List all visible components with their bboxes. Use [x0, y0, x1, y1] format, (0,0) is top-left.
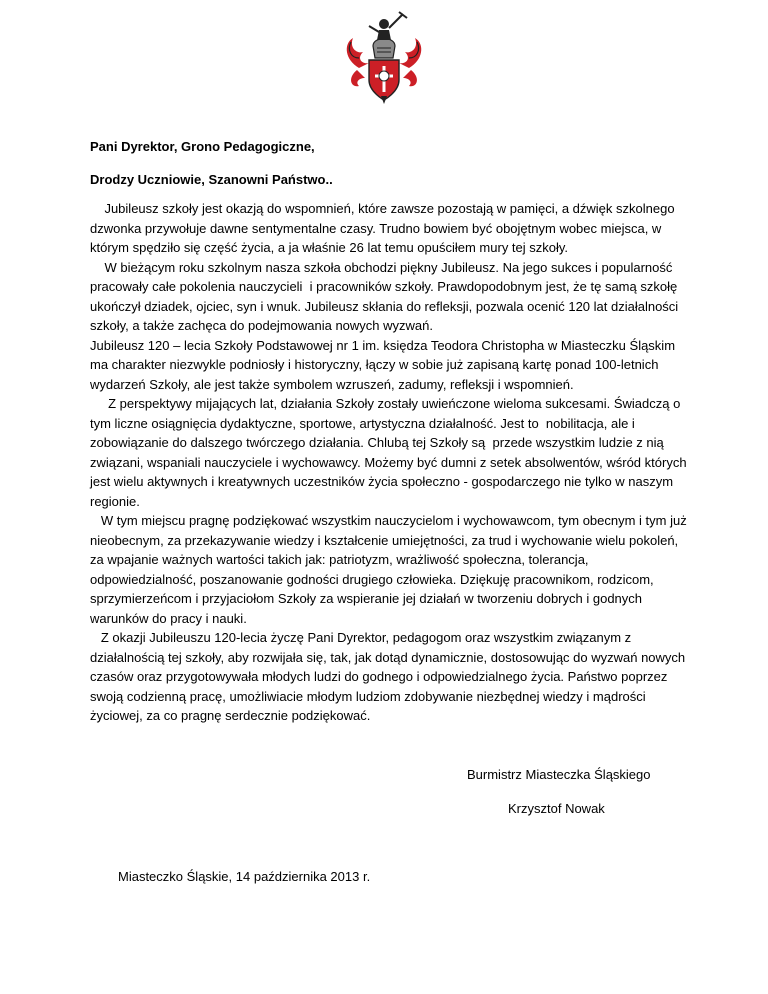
- coat-of-arms-icon: [337, 8, 431, 108]
- salutation-line-1: Pani Dyrektor, Grono Pedagogiczne,: [90, 139, 315, 154]
- paragraph: Z okazji Jubileuszu 120-lecia życzę Pani Dyrektor, pedagogom oraz wszystkim związanym z działalnością tej szkoły, aby rozwijała się, tak, jak dotąd dynamicznie, dostosowując do wyzwań nowych czasów oraz przygotowywała młodych ludzi do godnego i odpowiedzialnego życia. Państwo poprzez swoją codzienną pracę, umożliwiacie młodym ludziom zdobywanie niezbędnej wiedzy i mądrości życiowej, za co pragnę serdecznie podziękować.: [90, 630, 689, 723]
- paragraph: Jubileusz 120 – lecia Szkoły Podstawowej nr 1 im. księdza Teodora Christopha w Miasteczku Śląskim ma charakter niezwykle podniosły i historyczny, łączy w sobie już zapisaną kartę ponad 100-letnich wydarzeń Szkoły, ale jest także symbolem wzruszeń, zadumy, refleksji i wspomnień.: [90, 337, 679, 392]
- letter-body: [90, 199, 690, 726]
- signature-title: Burmistrz Miasteczka Śląskiego: [467, 767, 651, 782]
- paragraph: Z perspektywy mijających lat, działania Szkoły zostały uwieńczone wieloma sukcesami. Świadczą o tym liczne osiągnięcia dydaktyczne, sportowe, artystyczna działalność. Jest to nobilitacja, ale i zobowiązanie do dalszego twórczego działania. Chlubą tej Szkoły są przede wszystkim ludzie z nią związani, wspaniali nauczyciele i wychowawcy. Możemy być dumni z setek absolwentów, wśród których jest wielu aktywnych i kreatywnych uczestników życia społeczno - gospodarczego nie tylko w naszym regionie.: [90, 396, 691, 509]
- signature-name: Krzysztof Nowak: [508, 801, 605, 816]
- salutation-line-2: Drodzy Uczniowie, Szanowni Państwo..: [90, 172, 333, 187]
- paragraph: W bieżącym roku szkolnym nasza szkoła obchodzi piękny Jubileusz. Na jego sukces i popularność pracowały całe pokolenia nauczycieli i pracowników szkoły. Prawdopodobnym jest, że tę samą szkołę ukończył dziadek, ojciec, syn i wnuk. Jubileusz skłania do refleksji, pozwala ocenić 120 lat działalności szkoły, a także zachęca do podejmowania nowych wyzwań.: [90, 259, 682, 333]
- paragraph: W tym miejscu pragnę podziękować wszystkim nauczycielom i wychowawcom, tym obecnym i tym już nieobecnym, za przekazywanie wiedzy i kształcenie umiejętności, za trud i wychowanie wielu pokoleń, za wpajanie ważnych wartości takich jak: patriotyzm, wrażliwość społeczna, tolerancja, odpowiedzialność, poszanowanie godności drugiego człowieka. Dziękuję pracownikom, rodzicom, sprzymierzeńcom i przyjaciołom Szkoły za wspieranie jej działań w tworzeniu dobrych i godnych warunków do pracy i nauki.: [90, 513, 691, 626]
- place-and-date: Miasteczko Śląskie, 14 października 2013 r.: [118, 869, 371, 884]
- paragraph: Jubileusz szkoły jest okazją do wspomnień, które zawsze pozostają w pamięci, a dźwięk szkolnego dzwonka przywołuje dawne sentymentalne czasy. Trudno bowiem być obojętnym wobec miejsca, w którym spędziło się część życia, a ja właśnie 26 lat temu opuściłem mury tej szkoły.: [90, 201, 679, 255]
